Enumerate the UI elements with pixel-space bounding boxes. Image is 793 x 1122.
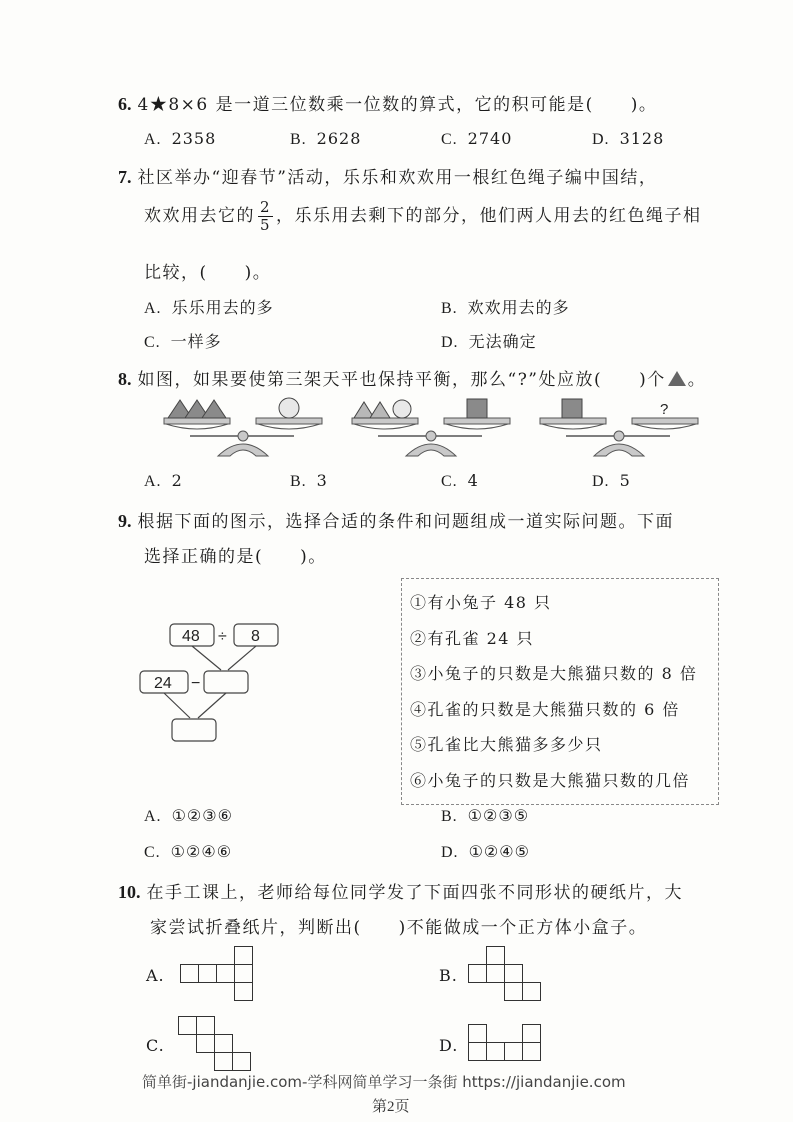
q6-stem — [118, 90, 657, 115]
balance-scale-2 — [352, 399, 510, 456]
q9-diagram-b: 8 — [251, 628, 260, 645]
q10-option-b[interactable]: B. — [439, 966, 458, 985]
q7-option-c[interactable]: C. 一样多 — [144, 332, 222, 351]
q9-option-b[interactable]: B. ①②③⑤ — [441, 806, 530, 825]
q6-text: 4★8×6 是一道三位数乘一位数的算式，它的积可能是( )。 — [137, 95, 658, 115]
q10-stem-line1: 10. 在手工课上，老师给每位同学发了下面四张不同形状的硬纸片，大 — [118, 882, 683, 903]
q10-net-b — [468, 946, 548, 1004]
square-icon — [467, 399, 487, 418]
q9-operation-diagram — [136, 618, 296, 748]
q7-number: 7. — [118, 167, 132, 187]
circle-icon — [393, 400, 411, 418]
q9-condition-3: ③小兔子的只数是大熊猫只数的 8 倍 — [410, 664, 698, 683]
q6-option-c[interactable]: C. 2740 — [441, 129, 513, 148]
q6-number: 6. — [118, 94, 132, 114]
q10-net-a — [180, 946, 270, 1004]
triangle-icon — [202, 400, 226, 418]
q6-option-d[interactable]: D. 3128 — [592, 129, 665, 148]
q7-stem-line2: 欢欢用去它的 $\frac{2}{5}$ ，乐乐用去剩下的部分，他们两人用去的红色绳子相 — [144, 198, 702, 234]
q7-stem-line3: 比较，( )。 — [144, 263, 272, 283]
q9-diagram-op2: − — [191, 675, 201, 692]
balance-scale-3 — [540, 399, 698, 456]
square-icon — [562, 399, 582, 418]
q8-question-mark: ? — [660, 401, 669, 418]
q7-fraction: $\frac{2}{5}$ — [260, 198, 272, 234]
triangle-icon — [668, 371, 686, 386]
q9-option-d[interactable]: D. ①②④⑤ — [441, 842, 530, 861]
q6-option-b[interactable]: B. 2628 — [290, 129, 362, 148]
q8-balance-figure — [160, 396, 700, 458]
q10-number: 10. — [118, 882, 141, 902]
q8-number: 8. — [118, 369, 132, 389]
q10-net-d — [468, 1024, 548, 1064]
q9-diagram-c: 24 — [154, 675, 172, 692]
q9-condition-5: ⑤孔雀比大熊猫多多少只 — [410, 735, 603, 754]
q7-option-d[interactable]: D. 无法确定 — [441, 332, 537, 351]
q9-option-c[interactable]: C. ①②④⑥ — [144, 842, 233, 861]
q9-condition-2: ②有孔雀 24 只 — [410, 628, 535, 648]
q7-stem-line1: 7. 社区举办“迎春节”活动，乐乐和欢欢用一根红色绳子编中国结， — [118, 167, 658, 188]
q8-option-a[interactable]: A. 2 — [144, 471, 183, 490]
q9-stem-line2: 选择正确的是( )。 — [144, 547, 327, 567]
q10-option-c[interactable]: C. — [146, 1036, 165, 1055]
circle-icon — [279, 398, 299, 418]
q9-condition-box — [401, 578, 719, 805]
q9-option-a[interactable]: A. ①②③⑥ — [144, 806, 233, 825]
q8-option-b[interactable]: B. 3 — [290, 471, 328, 490]
triangle-icon — [370, 402, 390, 418]
q9-diagram-op1: ÷ — [218, 628, 227, 645]
q10-option-d[interactable]: D. — [439, 1036, 459, 1055]
balance-scale-1 — [164, 398, 322, 456]
q8-option-d[interactable]: D. 5 — [592, 471, 631, 490]
q7-option-b[interactable]: B. 欢欢用去的多 — [441, 298, 570, 317]
q9-stem-line1: 9. 根据下面的图示，选择合适的条件和问题组成一道实际问题。下面 — [118, 511, 674, 532]
page-number: 第2页 — [372, 1099, 410, 1115]
footer-watermark: 简单街-jiandanjie.com-学科网简单学习一条街 https://jiandanjie.com — [142, 1073, 626, 1091]
q10-stem-line2: 家尝试折叠纸片，判断出( )不能做成一个正方体小盒子。 — [150, 918, 648, 938]
q10-option-a[interactable]: A. — [146, 966, 165, 985]
q9-diagram-a: 48 — [182, 628, 200, 645]
q9-condition-4: ④孔雀的只数是大熊猫只数的 6 倍 — [410, 699, 680, 719]
q7-option-a[interactable]: A. 乐乐用去的多 — [144, 298, 274, 317]
q6-option-a[interactable]: A. 2358 — [144, 129, 217, 148]
q10-net-c — [178, 1016, 258, 1074]
q8-option-c[interactable]: C. 4 — [441, 471, 479, 490]
q9-condition-1: ①有小兔子 48 只 — [410, 593, 552, 612]
q9-number: 9. — [118, 511, 132, 531]
q9-condition-6: ⑥小兔子的只数是大熊猫只数的几倍 — [410, 770, 691, 790]
q8-stem: 8. 如图，如果要使第三架天平也保持平衡，那么“?”处应放( )个 。 — [118, 369, 707, 390]
